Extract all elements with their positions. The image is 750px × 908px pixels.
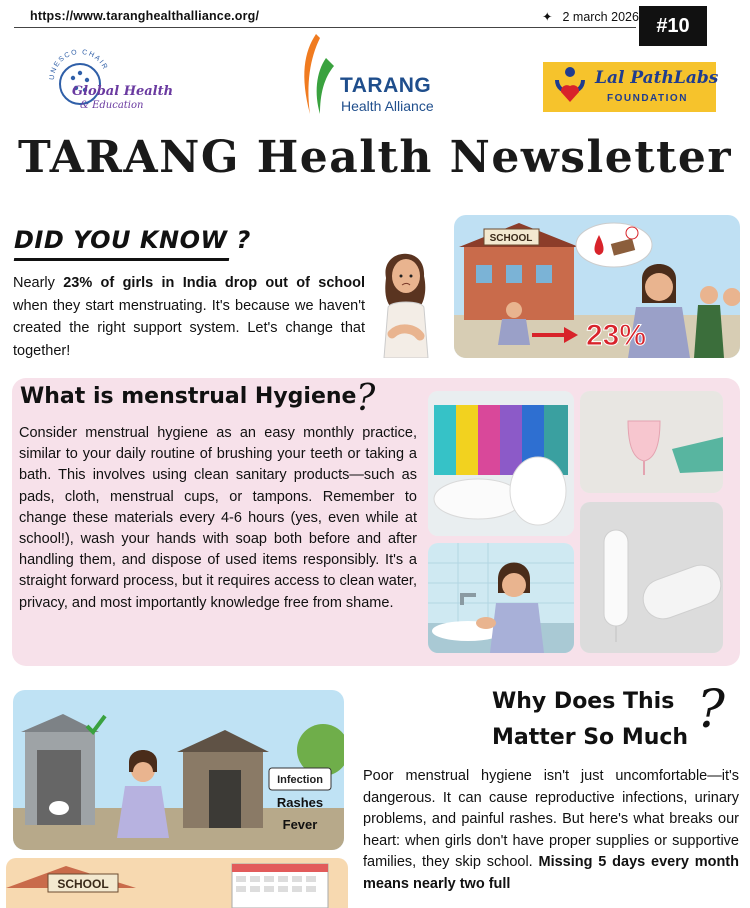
issue-badge: #10 (639, 6, 707, 46)
why-matters-heading (492, 684, 688, 756)
menstrual-hygiene-text: Consider menstrual hygiene as an easy monthly practice, similar to your daily routine of brushing your teeth or taking a bath. This involves using clean sanitary products—such as pads, cloth, menstrual cups, or tampons. Remember to change these materials every 4-6 hours (yes, even while at school!), wash your hands with soap both before and after handling them, and dispose of used items responsibly. It's a straight forward process, but it requires access to clean water, privacy, and most importantly knowledge free from shame. (19, 425, 417, 611)
lalpath-name: Lal PathLabs (595, 68, 719, 88)
school-sign-2-text: SCHOOL (57, 877, 109, 891)
toilet-comparison-illustration (13, 690, 344, 850)
menstrual-cup-photo (580, 391, 723, 493)
why-heading-line1: Why Does This (492, 689, 675, 714)
question-mark-icon: ? (356, 378, 376, 419)
sanitary-pads-photo (428, 391, 574, 536)
tarang-name: TARANG (340, 74, 432, 97)
did-you-know-text (13, 272, 365, 362)
website-url[interactable]: https://www.taranghealthalliance.org/ (30, 9, 260, 23)
rashes-label: Rashes (276, 795, 324, 810)
school-calendar-illustration (6, 858, 348, 908)
dyk-text-bold: 23% of girls in India drop out of school (63, 275, 365, 291)
logo-line1: Global Health (72, 84, 174, 99)
why-text-bold: Missing 5 days every month means nearly two full (363, 854, 739, 892)
question-mark-large-icon: ? (697, 680, 725, 740)
date-text: 2 march 2026 (562, 10, 639, 24)
logo-line2: & Education (80, 100, 144, 111)
handwashing-illustration (428, 543, 574, 653)
global-health-education-logo (40, 40, 174, 115)
did-you-know-heading: DID YOU KNOW ? (14, 226, 251, 254)
why-heading-line2: Matter So Much (492, 725, 689, 750)
school-sign-text: SCHOOL (489, 233, 533, 244)
heading-underline (14, 258, 229, 261)
dyk-text-pre: Nearly (13, 275, 64, 291)
tarang-health-alliance-logo (290, 28, 450, 118)
infection-label: Infection (277, 774, 323, 786)
menstrual-hygiene-heading: What is menstrual Hygiene (20, 384, 357, 409)
star-icon: ✦ (542, 10, 553, 24)
lalpath-sub: FOUNDATION (607, 93, 688, 104)
tarang-sub: Health Alliance (341, 98, 434, 114)
newsletter-title: TARANG Health Newsletter (17, 132, 733, 183)
lal-pathlabs-foundation-logo (543, 62, 719, 112)
dropout-stat: 23% (586, 319, 647, 352)
tampon-photo (580, 502, 723, 653)
girl-stomach-pain-illustration (366, 238, 446, 358)
logo-arc-text: UNESCO CHAIR (48, 48, 109, 81)
why-text-pre: Poor menstrual hygiene isn't just uncomfortable—it's dangerous. It can cause reproductive infections, urinary problems, and painful rashes. But here's what breaks our heart: when girls don't have proper supplies or supportive families, they skip school. (363, 768, 739, 871)
dyk-text-post: when they start menstruating. It's because we haven't created the right support system. Let's change that together! (13, 297, 365, 359)
why-matters-text (363, 766, 739, 896)
issue-date (542, 9, 639, 24)
school-dropout-illustration (454, 215, 740, 358)
fever-label: Fever (282, 817, 318, 832)
